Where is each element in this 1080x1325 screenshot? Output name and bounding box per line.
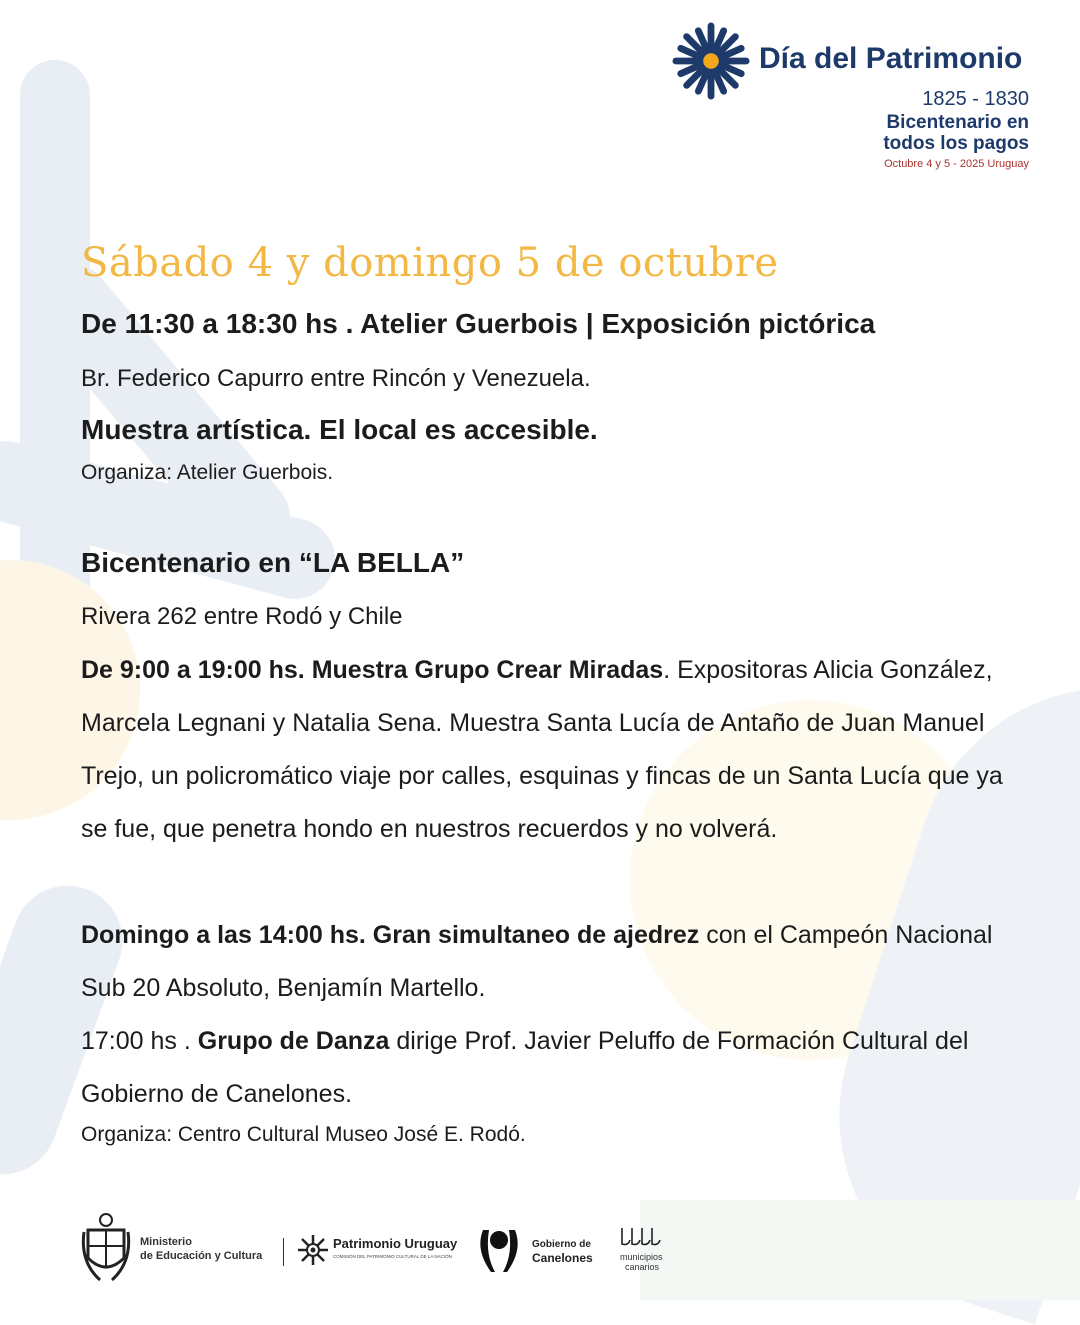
event2-p3-bold: Grupo de Danza — [197, 1027, 390, 1055]
event1-heading: De 11:30 a 18:30 hs . Atelier Guerbois | Exposición pictórica — [81, 308, 876, 339]
canelones-line1: Gobierno de — [532, 1239, 591, 1250]
event2-p3-text: dirige Prof. Javier Peluffo de Formación Cultural del Gobierno de Canelones. — [81, 1027, 969, 1108]
patrimonio-subtitle: COMISIÓN DEL PATRIMONIO CULTURAL DE LA NACIÓN — [333, 1254, 452, 1259]
logo-title: Día del Patrimonio — [759, 42, 1023, 75]
years: 1825 - 1830 — [922, 88, 1029, 110]
event1-address: Br. Federico Capurro entre Rincón y Venezuela. — [81, 365, 591, 392]
event2-heading: Bicentenario en “LA BELLA” — [81, 547, 465, 578]
event2-p3-pre: 17:00 hs . — [81, 1027, 198, 1055]
event2-dance — [81, 1015, 1011, 1121]
event1-organizer: Organiza: Atelier Guerbois. — [81, 461, 334, 484]
municipios-line2: canarios — [625, 1262, 660, 1272]
event-date-title: Sábado 4 y domingo 5 de octubre — [81, 240, 779, 286]
event1-subheading: Muestra artística. El local es accesible. — [81, 414, 598, 445]
canelones-logo-icon — [477, 1226, 521, 1274]
patrimonio-uruguay: Patrimonio Uruguay — [333, 1236, 458, 1251]
coat-of-arms-icon — [80, 1212, 132, 1284]
dia-del-patrimonio-logo — [672, 22, 1032, 172]
patrimonio-sun-icon — [297, 1234, 329, 1266]
canelones-line2: Canelones — [532, 1251, 593, 1265]
municipios-line1: municipios — [620, 1252, 663, 1262]
footer-logos — [80, 1212, 680, 1292]
divider — [283, 1238, 284, 1266]
event2-p2-text: con el Campeón Nacional Sub 20 Absoluto, Benjamín Martello. — [81, 921, 993, 1002]
tagline-line2: todos los pagos — [883, 133, 1029, 154]
event2-address: Rivera 262 entre Rodó y Chile — [81, 603, 403, 630]
event2-p1-text: . Expositoras Alicia González, Marcela Legnani y Natalia Sena. Muestra Santa Lucía de Antaño de Juan Manuel Trejo, un policromático viaje por calles, esquinas y fincas de un Santa Lucía que ya se fue, que penetra hondo en nuestros recuerdos y no volverá. — [81, 656, 1003, 843]
sun-icon — [672, 22, 750, 100]
event2-description — [81, 644, 1011, 856]
event2-p2-bold: Domingo a las 14:00 hs. Gran simultaneo de ajedrez — [81, 921, 700, 949]
tagline-line1: Bicentenario en — [886, 112, 1029, 133]
municipios-icon — [620, 1226, 664, 1248]
dates: Octubre 4 y 5 - 2025 Uruguay — [884, 158, 1029, 170]
mec-line2: de Educación y Cultura — [140, 1250, 263, 1262]
mec-line1: Ministerio — [140, 1236, 192, 1248]
event2-chess — [81, 909, 1011, 1015]
event2-p1-bold: De 9:00 a 19:00 hs. Muestra Grupo Crear Miradas — [81, 656, 664, 684]
event2-organizer: Organiza: Centro Cultural Museo José E. Rodó. — [81, 1123, 526, 1146]
